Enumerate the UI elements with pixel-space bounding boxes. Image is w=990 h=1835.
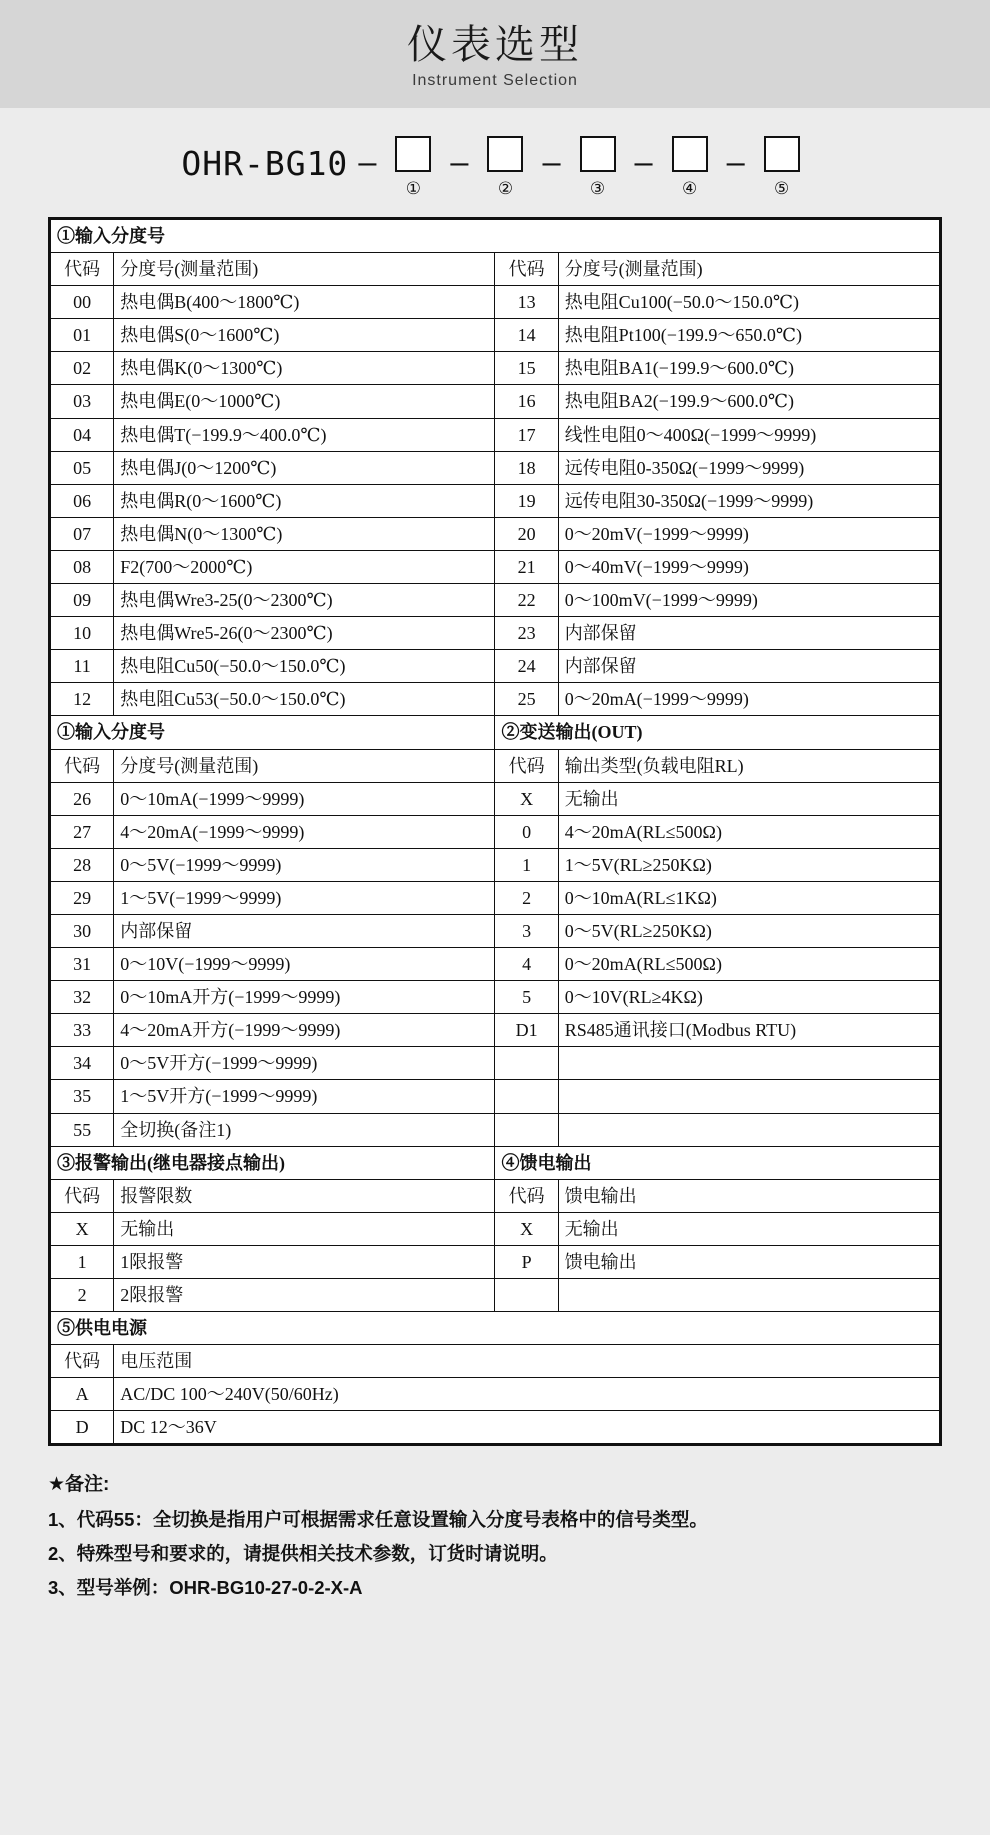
code-cell: 06 bbox=[51, 484, 114, 517]
desc-cell: 热电偶T(−199.9～400.0℃) bbox=[114, 418, 495, 451]
model-slot-num-1: ① bbox=[405, 179, 421, 198]
code-cell: 21 bbox=[495, 550, 558, 583]
desc-cell: 0～40mV(−1999～9999) bbox=[558, 550, 939, 583]
code-cell: 07 bbox=[51, 517, 114, 550]
col-header-desc-power: 电压范围 bbox=[114, 1345, 940, 1378]
table-row bbox=[51, 881, 940, 914]
table-row bbox=[51, 749, 940, 782]
model-slot-box-4 bbox=[672, 136, 708, 172]
table-row bbox=[51, 484, 940, 517]
code-cell: 05 bbox=[51, 451, 114, 484]
notes-title: ★备注: bbox=[48, 1474, 110, 1496]
desc-cell: 内部保留 bbox=[114, 914, 495, 947]
model-code bbox=[181, 136, 808, 199]
table-row bbox=[51, 1179, 940, 1212]
code-cell: 25 bbox=[495, 683, 558, 716]
code-cell: 16 bbox=[495, 385, 558, 418]
desc-cell: 0～10mA(−1999～9999) bbox=[114, 782, 495, 815]
section-title-input1: ①输入分度号 bbox=[51, 220, 940, 253]
desc-cell: 0～20mA(−1999～9999) bbox=[558, 683, 939, 716]
code-cell: 11 bbox=[51, 650, 114, 683]
code-cell: 31 bbox=[51, 948, 114, 981]
model-slot-2 bbox=[478, 136, 532, 199]
col-header-code-l2: 代码 bbox=[51, 749, 114, 782]
table-row bbox=[51, 981, 940, 1014]
code-cell: X bbox=[51, 1212, 114, 1245]
table-row bbox=[51, 815, 940, 848]
table-row bbox=[51, 1378, 940, 1411]
desc-cell: RS485通讯接口(Modbus RTU) bbox=[558, 1014, 939, 1047]
table-row bbox=[51, 1080, 940, 1113]
note-item-3: 3、型号举例：OHR-BG10-27-0-2-X-A bbox=[48, 1577, 363, 1599]
desc-cell: 1限报警 bbox=[114, 1245, 495, 1278]
model-dash-2: – bbox=[542, 146, 561, 181]
desc-cell: 热电偶S(0～1600℃) bbox=[114, 319, 495, 352]
desc-cell: 4～20mA(RL≤500Ω) bbox=[558, 815, 939, 848]
code-cell: X bbox=[495, 782, 558, 815]
desc-cell: 0～100mV(−1999～9999) bbox=[558, 584, 939, 617]
table-row bbox=[51, 782, 940, 815]
page-title-cn: 仪表选型 bbox=[407, 23, 583, 67]
desc-cell bbox=[558, 1047, 939, 1080]
code-cell: 17 bbox=[495, 418, 558, 451]
code-cell: 15 bbox=[495, 352, 558, 385]
code-cell: 23 bbox=[495, 617, 558, 650]
code-cell: 04 bbox=[51, 418, 114, 451]
col-header-code-r1: 代码 bbox=[495, 253, 558, 286]
table-row bbox=[51, 1014, 940, 1047]
model-slot-box-5 bbox=[764, 136, 800, 172]
code-cell: D bbox=[51, 1411, 114, 1444]
code-cell: 55 bbox=[51, 1113, 114, 1146]
desc-cell: 1～5V开方(−1999～9999) bbox=[114, 1080, 495, 1113]
desc-cell: 远传电阻30-350Ω(−1999～9999) bbox=[558, 484, 939, 517]
desc-cell: 1～5V(RL≥250KΩ) bbox=[558, 848, 939, 881]
code-cell: 5 bbox=[495, 981, 558, 1014]
model-dash-0: – bbox=[358, 146, 377, 181]
code-cell: 4 bbox=[495, 948, 558, 981]
table-row bbox=[51, 253, 940, 286]
desc-cell: 0～5V(RL≥250KΩ) bbox=[558, 914, 939, 947]
desc-cell: 热电阻Pt100(−199.9～650.0℃) bbox=[558, 319, 939, 352]
table-row bbox=[51, 617, 940, 650]
model-slot-1 bbox=[386, 136, 440, 199]
desc-cell: 0～10V(−1999～9999) bbox=[114, 948, 495, 981]
desc-cell: 热电偶Wre3-25(0～2300℃) bbox=[114, 584, 495, 617]
code-cell: 10 bbox=[51, 617, 114, 650]
desc-cell: 无输出 bbox=[558, 1212, 939, 1245]
table-row bbox=[51, 716, 940, 749]
desc-cell: 2限报警 bbox=[114, 1279, 495, 1312]
model-slot-box-1 bbox=[395, 136, 431, 172]
selection-table bbox=[48, 217, 942, 1446]
table-row bbox=[51, 683, 940, 716]
code-cell bbox=[495, 1113, 558, 1146]
code-cell: 27 bbox=[51, 815, 114, 848]
code-cell: 1 bbox=[495, 848, 558, 881]
section-title-feed: ④馈电输出 bbox=[495, 1146, 940, 1179]
col-header-code-power: 代码 bbox=[51, 1345, 114, 1378]
code-cell bbox=[495, 1047, 558, 1080]
table-row bbox=[51, 1345, 940, 1378]
desc-cell: 热电阻Cu100(−50.0～150.0℃) bbox=[558, 286, 939, 319]
code-cell: 12 bbox=[51, 683, 114, 716]
code-cell: 18 bbox=[495, 451, 558, 484]
col-header-desc-out: 输出类型(负载电阻RL) bbox=[558, 749, 939, 782]
table-row bbox=[51, 1146, 940, 1179]
code-cell: 30 bbox=[51, 914, 114, 947]
desc-cell: F2(700～2000℃) bbox=[114, 550, 495, 583]
desc-cell: 远传电阻0-350Ω(−1999～9999) bbox=[558, 451, 939, 484]
desc-cell: 热电阻Cu50(−50.0～150.0℃) bbox=[114, 650, 495, 683]
model-slot-num-5: ⑤ bbox=[774, 179, 790, 198]
table-row bbox=[51, 385, 940, 418]
section-title-power: ⑤供电电源 bbox=[51, 1312, 940, 1345]
desc-cell: 线性电阻0～400Ω(−1999～9999) bbox=[558, 418, 939, 451]
model-dash-1: – bbox=[450, 146, 469, 181]
desc-cell: 内部保留 bbox=[558, 617, 939, 650]
col-header-code-l1: 代码 bbox=[51, 253, 114, 286]
note-item-2: 2、特殊型号和要求的，请提供相关技术参数，订货时请说明。 bbox=[48, 1543, 558, 1565]
desc-cell: 热电偶Wre5-26(0～2300℃) bbox=[114, 617, 495, 650]
code-cell: 3 bbox=[495, 914, 558, 947]
note-item-1: 1、代码55：全切换是指用户可根据需求任意设置输入分度号表格中的信号类型。 bbox=[48, 1508, 708, 1530]
section-title-alarm: ③报警输出(继电器接点输出) bbox=[51, 1146, 495, 1179]
table-row bbox=[51, 1245, 940, 1278]
table-row bbox=[51, 650, 940, 683]
code-cell: 14 bbox=[495, 319, 558, 352]
code-cell: 1 bbox=[51, 1245, 114, 1278]
desc-cell: 热电阻BA1(−199.9～600.0℃) bbox=[558, 352, 939, 385]
code-cell: 02 bbox=[51, 352, 114, 385]
model-code-row bbox=[0, 108, 990, 205]
desc-cell: 4～20mA开方(−1999～9999) bbox=[114, 1014, 495, 1047]
desc-cell: 热电阻BA2(−199.9～600.0℃) bbox=[558, 385, 939, 418]
code-cell: X bbox=[495, 1212, 558, 1245]
code-cell: 0 bbox=[495, 815, 558, 848]
code-cell: 2 bbox=[495, 881, 558, 914]
code-cell: 08 bbox=[51, 550, 114, 583]
desc-cell: 1～5V(−1999～9999) bbox=[114, 881, 495, 914]
desc-cell: 0～5V(−1999～9999) bbox=[114, 848, 495, 881]
desc-cell bbox=[558, 1080, 939, 1113]
model-slot-4 bbox=[663, 136, 717, 199]
model-slot-5 bbox=[755, 136, 809, 199]
desc-cell: 热电阻Cu53(−50.0～150.0℃) bbox=[114, 683, 495, 716]
desc-cell: 馈电输出 bbox=[558, 1245, 939, 1278]
section-title-output: ②变送输出(OUT) bbox=[495, 716, 940, 749]
code-cell: 00 bbox=[51, 286, 114, 319]
desc-cell: 0～20mV(−1999～9999) bbox=[558, 517, 939, 550]
desc-cell: 0～10V(RL≥4KΩ) bbox=[558, 981, 939, 1014]
desc-cell: 热电偶B(400～1800℃) bbox=[114, 286, 495, 319]
desc-cell: 无输出 bbox=[114, 1212, 495, 1245]
table-row bbox=[51, 1279, 940, 1312]
code-cell: 26 bbox=[51, 782, 114, 815]
col-header-code-alarm: 代码 bbox=[51, 1179, 114, 1212]
desc-cell: 4～20mA(−1999～9999) bbox=[114, 815, 495, 848]
code-cell: 22 bbox=[495, 584, 558, 617]
table-row bbox=[51, 1411, 940, 1444]
model-slot-num-2: ② bbox=[497, 179, 514, 198]
table-row bbox=[51, 914, 940, 947]
table-row bbox=[51, 550, 940, 583]
code-cell: 2 bbox=[51, 1279, 114, 1312]
table-row bbox=[51, 352, 940, 385]
code-cell: 28 bbox=[51, 848, 114, 881]
code-cell: 24 bbox=[495, 650, 558, 683]
model-name: OHR-BG10 bbox=[181, 144, 349, 183]
code-cell: 20 bbox=[495, 517, 558, 550]
desc-cell: 全切换(备注1) bbox=[114, 1113, 495, 1146]
table-row bbox=[51, 286, 940, 319]
desc-cell bbox=[558, 1113, 939, 1146]
desc-cell: 热电偶K(0～1300℃) bbox=[114, 352, 495, 385]
desc-cell bbox=[558, 1279, 939, 1312]
col-header-code-feed: 代码 bbox=[495, 1179, 558, 1212]
desc-cell: 无输出 bbox=[558, 782, 939, 815]
col-header-desc-feed: 馈电输出 bbox=[558, 1179, 939, 1212]
code-cell: 32 bbox=[51, 981, 114, 1014]
code-cell: 13 bbox=[495, 286, 558, 319]
code-cell: P bbox=[495, 1245, 558, 1278]
code-cell: 29 bbox=[51, 881, 114, 914]
table-row bbox=[51, 1113, 940, 1146]
code-cell: 03 bbox=[51, 385, 114, 418]
desc-cell: DC 12～36V bbox=[114, 1411, 940, 1444]
code-cell bbox=[495, 1080, 558, 1113]
col-header-desc-r1: 分度号(测量范围) bbox=[558, 253, 939, 286]
code-cell bbox=[495, 1279, 558, 1312]
table-row bbox=[51, 451, 940, 484]
model-slot-box-2 bbox=[487, 136, 523, 172]
desc-cell: 热电偶N(0～1300℃) bbox=[114, 517, 495, 550]
page-title-en: Instrument Selection bbox=[412, 72, 578, 89]
code-cell: 01 bbox=[51, 319, 114, 352]
model-slot-num-3: ③ bbox=[589, 179, 606, 198]
code-cell: 33 bbox=[51, 1014, 114, 1047]
table-row bbox=[51, 418, 940, 451]
model-dash-4: – bbox=[726, 146, 745, 181]
model-dash-3: – bbox=[634, 146, 653, 181]
col-header-desc-l1: 分度号(测量范围) bbox=[114, 253, 495, 286]
model-slot-box-3 bbox=[580, 136, 616, 172]
notes-block bbox=[48, 1468, 942, 1604]
desc-cell: 0～20mA(RL≤500Ω) bbox=[558, 948, 939, 981]
table-row bbox=[51, 1047, 940, 1080]
section-title-input2: ①输入分度号 bbox=[51, 716, 495, 749]
page-header bbox=[0, 0, 990, 108]
table-row bbox=[51, 584, 940, 617]
desc-cell: 热电偶E(0～1000℃) bbox=[114, 385, 495, 418]
model-slot-3 bbox=[571, 136, 625, 199]
model-slot-num-4: ④ bbox=[681, 179, 698, 198]
desc-cell: 0～10mA开方(−1999～9999) bbox=[114, 981, 495, 1014]
code-cell: 35 bbox=[51, 1080, 114, 1113]
code-cell: 34 bbox=[51, 1047, 114, 1080]
table-row bbox=[51, 517, 940, 550]
code-cell: 19 bbox=[495, 484, 558, 517]
col-header-desc-l2: 分度号(测量范围) bbox=[114, 749, 495, 782]
desc-cell: 0～10mA(RL≤1KΩ) bbox=[558, 881, 939, 914]
table-row bbox=[51, 220, 940, 253]
code-cell: A bbox=[51, 1378, 114, 1411]
code-cell: D1 bbox=[495, 1014, 558, 1047]
code-cell: 09 bbox=[51, 584, 114, 617]
desc-cell: AC/DC 100～240V(50/60Hz) bbox=[114, 1378, 940, 1411]
col-header-code-out: 代码 bbox=[495, 749, 558, 782]
table-row bbox=[51, 319, 940, 352]
col-header-desc-alarm: 报警限数 bbox=[114, 1179, 495, 1212]
table-row bbox=[51, 948, 940, 981]
table-row bbox=[51, 848, 940, 881]
page-bottom-spacer bbox=[0, 1607, 990, 1637]
desc-cell: 0～5V开方(−1999～9999) bbox=[114, 1047, 495, 1080]
table-row bbox=[51, 1312, 940, 1345]
table-row bbox=[51, 1212, 940, 1245]
desc-cell: 热电偶R(0～1600℃) bbox=[114, 484, 495, 517]
desc-cell: 内部保留 bbox=[558, 650, 939, 683]
desc-cell: 热电偶J(0～1200℃) bbox=[114, 451, 495, 484]
